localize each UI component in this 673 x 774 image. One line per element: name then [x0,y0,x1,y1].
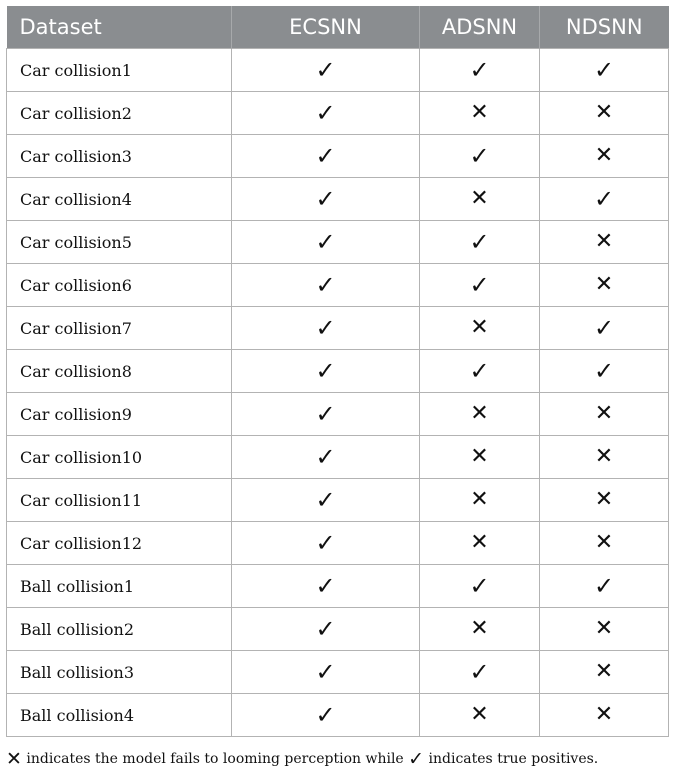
ndsnn-result-cell [540,479,669,522]
adsnn-result-cell [420,651,540,694]
table-row [7,694,669,737]
check-mark-icon: ✓ [593,572,615,600]
dataset-name-cell: Ball collision3 [7,651,232,694]
check-mark-icon: ✓ [315,357,336,385]
check-mark-icon: ✓ [315,701,336,729]
header-dataset: Dataset [7,6,232,49]
dataset-name-cell: Car collision2 [7,92,232,135]
ndsnn-result-cell [540,135,669,178]
dataset-name-cell: Ball collision4 [7,694,232,737]
ecsnn-result-cell [232,565,420,608]
table-row [7,565,669,608]
dataset-name-cell: Ball collision2 [7,608,232,651]
ecsnn-result-cell [232,221,420,264]
adsnn-result-cell [420,307,540,350]
dataset-name-cell: Ball collision1 [7,565,232,608]
cross-mark-icon: ✕ [594,229,614,254]
ndsnn-result-cell [540,350,669,393]
cross-mark-icon: ✕ [594,616,614,641]
check-mark-icon: ✓ [315,658,336,686]
adsnn-result-cell [420,479,540,522]
ndsnn-result-cell [540,608,669,651]
dataset-name-cell: Car collision6 [7,264,232,307]
dataset-name-cell: Car collision7 [7,307,232,350]
adsnn-result-cell [420,221,540,264]
check-mark-icon: ✓ [315,228,336,256]
dataset-name-cell: Car collision12 [7,522,232,565]
ecsnn-result-cell [232,307,420,350]
check-mark-icon: ✓ [315,314,336,342]
check-mark-icon: ✓ [315,529,336,557]
cross-mark-icon: ✕ [470,401,489,426]
check-mark-icon: ✓ [315,443,336,471]
check-mark-icon: ✓ [315,572,336,600]
dataset-name-cell: Car collision9 [7,393,232,436]
header-ecsnn: ECSNN [232,6,420,49]
check-mark-icon: ✓ [593,56,615,84]
adsnn-result-cell [420,178,540,221]
ecsnn-result-cell [232,436,420,479]
ecsnn-result-cell [232,479,420,522]
dataset-name-cell: Car collision3 [7,135,232,178]
dataset-name-cell: Car collision5 [7,221,232,264]
ecsnn-result-cell [232,92,420,135]
ecsnn-result-cell [232,651,420,694]
check-mark-icon: ✓ [408,748,425,770]
adsnn-result-cell [420,565,540,608]
ndsnn-result-cell [540,522,669,565]
cross-mark-icon: ✕ [470,100,489,125]
cross-mark-icon: ✕ [470,616,489,641]
ndsnn-result-cell [540,565,669,608]
cross-mark-icon: ✕ [470,444,489,469]
cross-mark-icon: ✕ [594,530,614,555]
table-row [7,49,669,92]
adsnn-result-cell [420,393,540,436]
check-mark-icon: ✓ [593,314,615,342]
table-row [7,393,669,436]
check-mark-icon: ✓ [469,271,490,299]
ecsnn-result-cell [232,49,420,92]
dataset-name-cell: Car collision1 [7,49,232,92]
table-header [7,6,669,49]
header-ndsnn: NDSNN [540,6,669,49]
table-row [7,651,669,694]
footnote-text-1: indicates the model fails to looming perception while [21,751,409,767]
check-mark-icon: ✓ [315,400,336,428]
results-table-container [6,6,668,737]
cross-mark-icon: ✕ [470,530,489,555]
ndsnn-result-cell [540,436,669,479]
ecsnn-result-cell [232,264,420,307]
ndsnn-result-cell [540,92,669,135]
ecsnn-result-cell [232,393,420,436]
ecsnn-result-cell [232,694,420,737]
check-mark-icon: ✓ [315,615,336,643]
check-mark-icon: ✓ [315,99,336,127]
table-row [7,479,669,522]
cross-mark-icon: ✕ [594,100,614,125]
ecsnn-result-cell [232,608,420,651]
adsnn-result-cell [420,135,540,178]
cross-mark-icon: ✕ [594,702,614,727]
table-row [7,307,669,350]
check-mark-icon: ✓ [315,486,336,514]
adsnn-result-cell [420,436,540,479]
table-row [7,522,669,565]
cross-mark-icon: ✕ [594,444,614,469]
ndsnn-result-cell [540,393,669,436]
cross-mark-icon: ✕ [470,186,489,211]
table-row [7,178,669,221]
header-adsnn: ADSNN [420,6,540,49]
check-mark-icon: ✓ [469,357,490,385]
ndsnn-result-cell [540,264,669,307]
cross-mark-icon: ✕ [594,143,614,168]
check-mark-icon: ✓ [469,142,490,170]
ndsnn-result-cell [540,178,669,221]
check-mark-icon: ✓ [469,228,490,256]
dataset-name-cell: Car collision10 [7,436,232,479]
table-row [7,92,669,135]
ndsnn-result-cell [540,307,669,350]
table-row [7,135,669,178]
check-mark-icon: ✓ [315,142,336,170]
adsnn-result-cell [420,350,540,393]
check-mark-icon: ✓ [593,185,615,213]
table-body [7,49,669,737]
table-row [7,350,669,393]
dataset-name-cell: Car collision8 [7,350,232,393]
adsnn-result-cell [420,264,540,307]
table-row [7,436,669,479]
footnote-text-2: indicates true positives. [424,751,599,767]
adsnn-result-cell [420,522,540,565]
cross-mark-icon: ✕ [6,748,22,770]
check-mark-icon: ✓ [315,185,336,213]
ndsnn-result-cell [540,221,669,264]
table-row [7,264,669,307]
adsnn-result-cell [420,92,540,135]
cross-mark-icon: ✕ [594,272,614,297]
cross-mark-icon: ✕ [470,702,489,727]
dataset-name-cell: Car collision4 [7,178,232,221]
dataset-name-cell: Car collision11 [7,479,232,522]
adsnn-result-cell [420,694,540,737]
adsnn-result-cell [420,608,540,651]
cross-mark-icon: ✕ [470,487,489,512]
adsnn-result-cell [420,49,540,92]
check-mark-icon: ✓ [315,271,336,299]
cross-mark-icon: ✕ [470,315,489,340]
cross-mark-icon: ✕ [594,401,614,426]
check-mark-icon: ✓ [469,572,490,600]
ndsnn-result-cell [540,651,669,694]
cross-mark-icon: ✕ [594,487,614,512]
ecsnn-result-cell [232,178,420,221]
ecsnn-result-cell [232,135,420,178]
ndsnn-result-cell [540,49,669,92]
results-table [6,6,669,737]
table-row [7,221,669,264]
check-mark-icon: ✓ [315,56,336,84]
table-row [7,608,669,651]
cross-mark-icon: ✕ [594,659,614,684]
check-mark-icon: ✓ [469,56,490,84]
ndsnn-result-cell [540,694,669,737]
ecsnn-result-cell [232,350,420,393]
check-mark-icon: ✓ [469,658,490,686]
table-footnote [6,748,598,770]
check-mark-icon: ✓ [593,357,615,385]
header-row [7,6,669,49]
ecsnn-result-cell [232,522,420,565]
